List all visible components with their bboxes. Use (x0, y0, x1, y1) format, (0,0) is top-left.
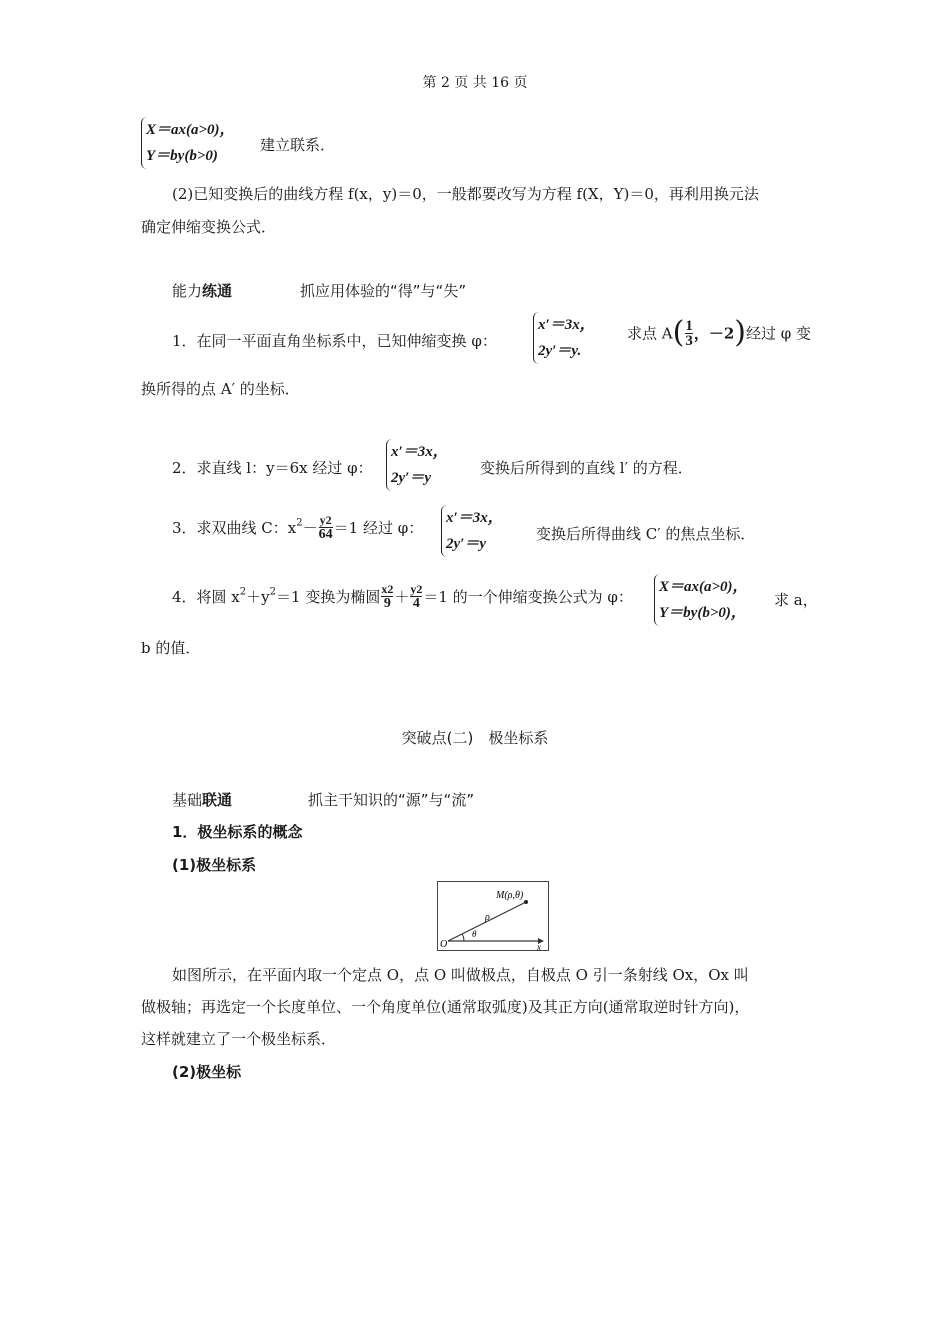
p4-tail: ＝1 的一个伸缩变换公式为 φ： (423, 588, 633, 606)
ability-title-bold: 练通 (202, 282, 233, 300)
polar-coordinate-figure (437, 881, 549, 951)
p1-after: 经过 φ 变 (745, 324, 812, 343)
concept-para-line1: 如图所示，在平面内取一个定点 O，点 O 叫做极点，自极点 O 引一条射线 Ox，Ox 叫 (172, 966, 749, 984)
p3-after: 变换后所得曲线 C′ 的焦点坐标． (536, 525, 756, 543)
para2-line2: 确定伸缩变换公式． (141, 218, 277, 236)
p1-fraction (685, 319, 693, 348)
system-eq-2: Y＝by(b>0) (146, 148, 218, 164)
concept-heading-1: 1．极坐标系的概念 (172, 823, 303, 841)
rho-label: ρ (485, 912, 490, 923)
p4-f1-num: x2 (381, 582, 394, 596)
ability-section-title (172, 280, 232, 301)
p3-system (441, 505, 503, 557)
p3-expression (172, 513, 423, 542)
ability-title-normal: 能力 (172, 282, 203, 300)
p2-after: 变换后所得到的直线 l′ 的方程． (480, 459, 693, 477)
p4-expression (172, 582, 633, 611)
concept-heading-2: (1)极坐标系 (172, 856, 257, 874)
p1-system (533, 312, 595, 364)
p3-eq-1: x′＝3x， (446, 510, 503, 526)
p3-fraction (319, 513, 333, 542)
ability-section-subtitle: 抓应用体验的“得”与“失” (300, 282, 467, 300)
theta-label: θ (472, 929, 477, 939)
theta-arc (462, 934, 464, 941)
p4-f1-den: 9 (381, 596, 393, 611)
p4-plus1: ＋y (246, 588, 270, 606)
p3-frac-den: 64 (318, 527, 333, 542)
basic-section-subtitle: 抓主干知识的“源”与“流” (308, 791, 475, 809)
p4-system (654, 574, 748, 626)
p4-line2: b 的值． (141, 639, 201, 657)
p3-exp: 2 (296, 517, 303, 529)
p1-coord-tail: ，－2 (693, 324, 735, 343)
system-eq-1: X＝ax(a>0)， (146, 122, 235, 138)
p1-open-paren: ( (672, 315, 685, 350)
p2-system (386, 439, 448, 491)
p4-exp1: 2 (239, 586, 247, 598)
p1-frac-den: 3 (685, 332, 693, 349)
p4-prefix: 4．将圆 x (172, 588, 240, 606)
p1-line2: 换所得的点 A′ 的坐标． (141, 380, 300, 398)
p4-eq-2: Y＝by(b>0)， (659, 605, 746, 621)
p1-prefix: 1．在同一平面直角坐标系中，已知伸缩变换 φ： (172, 332, 497, 350)
axis-label: x (537, 942, 541, 950)
para2-line1: (2)已知变换后的曲线方程 f(x，y)＝0，一般都要改写为方程 f(X，Y)＝0，再利用换元法 (172, 185, 759, 203)
basic-section-title (172, 789, 232, 810)
p4-eq-1: X＝ax(a>0)， (659, 579, 748, 595)
p2-eq-1: x′＝3x， (391, 444, 448, 460)
concept-para-line2: 做极轴；再选定一个长度单位、一个角度单位(通常取弧度)及其正方向(通常取逆时针方向)， (141, 998, 750, 1016)
p1-point-expression (627, 315, 812, 350)
p2-prefix: 2．求直线 l：y＝6x 经过 φ： (172, 459, 373, 477)
system-suffix: 建立联系． (260, 136, 336, 154)
p4-plus2: ＋ (394, 588, 410, 606)
section-break-title: 突破点(二) 极坐标系 (401, 729, 549, 747)
p1-mid: 求点 A (627, 324, 673, 343)
p3-eq-tail: ＝1 经过 φ： (333, 519, 424, 537)
p1-eq-1: x′＝3x， (538, 317, 595, 333)
p4-mid: ＝1 变换为椭圆 (276, 588, 381, 606)
origin-label: O (440, 939, 448, 950)
basic-title-normal: 基础 (172, 791, 203, 809)
p4-after: 求 a， (774, 591, 818, 609)
top-equation-system (141, 117, 235, 169)
p2-eq-2: 2y′＝y (391, 470, 432, 486)
p1-close-paren: ) (734, 315, 746, 350)
point-m-label: M(ρ,θ) (496, 890, 524, 901)
polar-diagram-svg (438, 882, 548, 950)
point-m (524, 900, 528, 904)
p1-frac-num: 1 (685, 317, 693, 334)
p1-eq-2: 2y′＝y. (538, 343, 582, 359)
p4-fraction-2 (410, 582, 422, 611)
p3-prefix: 3．求双曲线 C：x (172, 519, 297, 537)
p4-f2-den: 4 (410, 596, 422, 611)
basic-title-bold: 联通 (202, 791, 233, 809)
p4-fraction-1 (381, 582, 393, 611)
page-indicator: 第 2 页 共 16 页 (422, 75, 528, 91)
concept-para-line3: 这样就建立了一个极坐标系． (141, 1030, 337, 1048)
concept-heading-3: (2)极坐标 (172, 1063, 242, 1081)
p3-frac-num: y2 (319, 513, 332, 527)
p3-minus: － (302, 519, 318, 537)
p4-exp2: 2 (269, 586, 277, 598)
p4-f2-num: y2 (410, 582, 423, 596)
p3-eq-2: 2y′＝y (446, 536, 487, 552)
